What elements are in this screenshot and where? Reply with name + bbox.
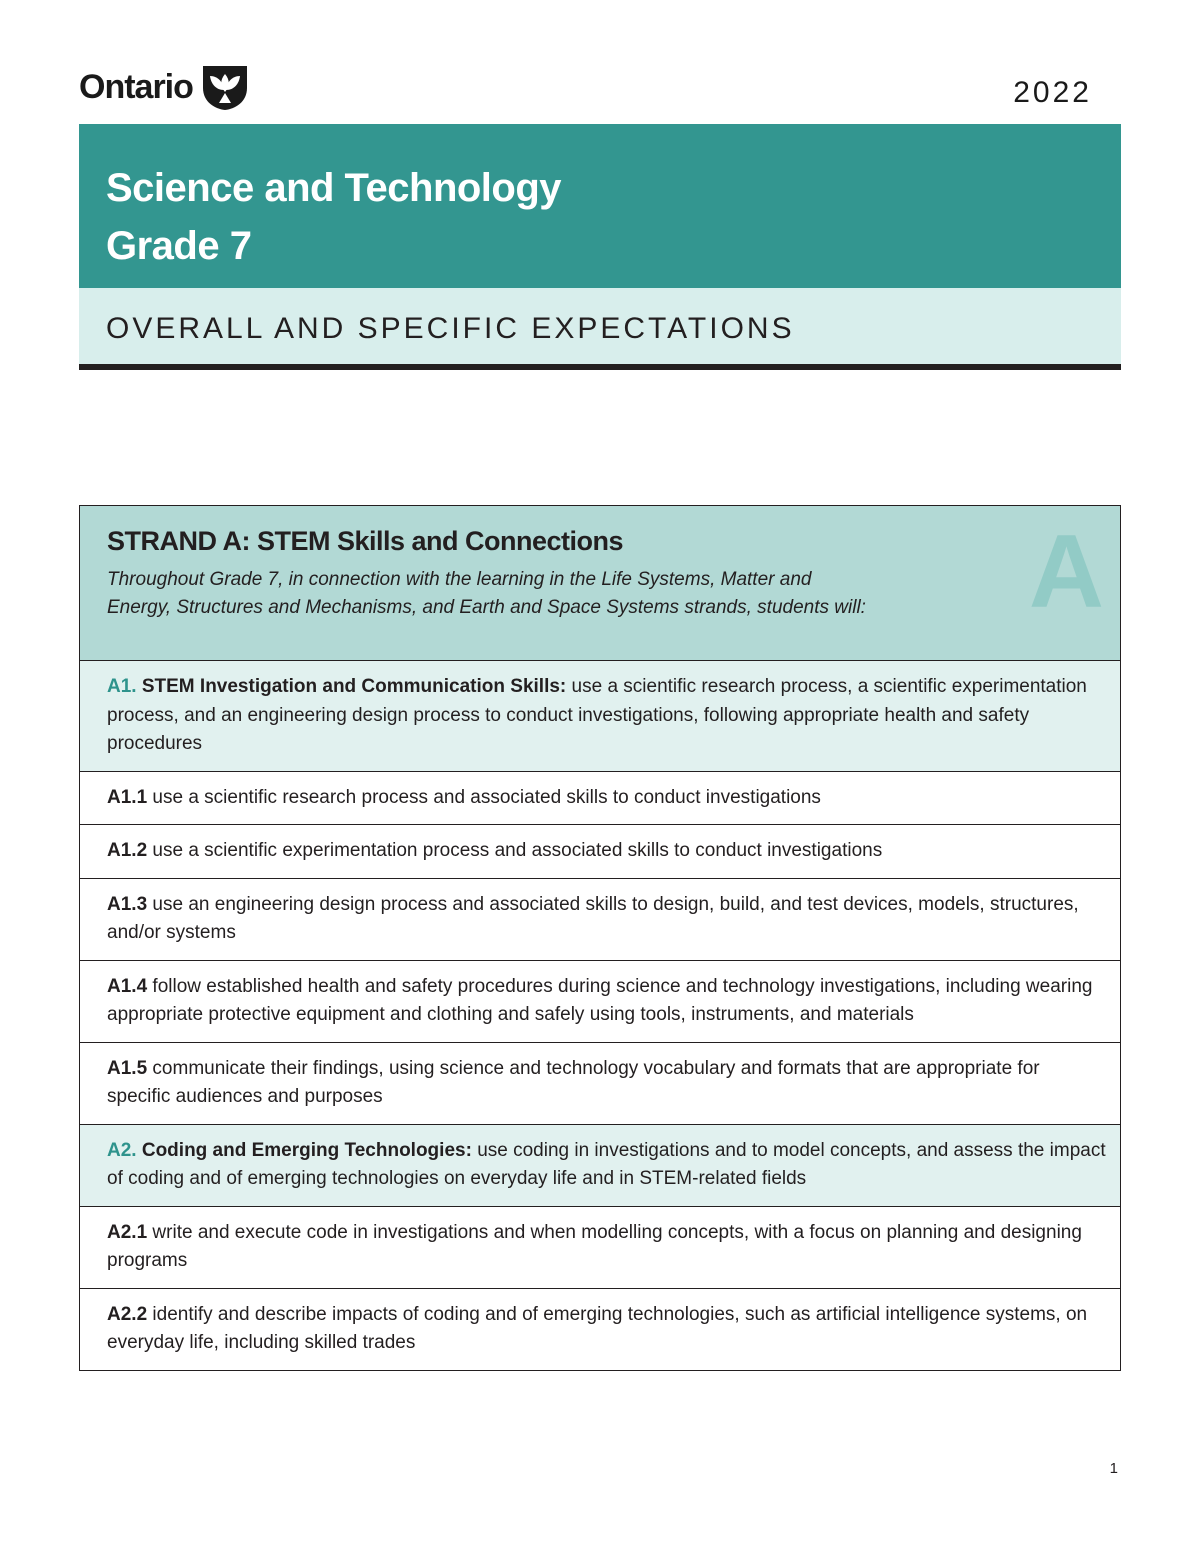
specific-expectation-row [80, 825, 1120, 879]
strand-header [80, 506, 1120, 661]
subtitle-banner [79, 288, 1121, 370]
expectation-code: A1.2 [107, 840, 148, 861]
document-title: Science and Technology [106, 166, 562, 210]
expectation-text: communicate their findings, using science and technology vocabulary and formats that are appropriate for specific audiences and purposes [107, 1057, 1040, 1107]
expectation-code: A2.1 [107, 1221, 148, 1243]
expectation-code: A2.2 [107, 1303, 148, 1325]
expectation-heading: Coding and Emerging Technologies: [141, 1139, 472, 1161]
specific-expectation-row [80, 1207, 1120, 1289]
specific-expectation-row [80, 1043, 1120, 1125]
expectation-heading: STEM Investigation and Communication Skills: [141, 676, 567, 697]
expectation-text: use a scientific research process, a scientific experimentation process, and an engineering design process to conduct investigations, following appropriate health and safety procedures [107, 676, 1087, 754]
expectation-text: use a scientific research process and associated skills to conduct investigations [152, 786, 821, 808]
ontario-trillium-icon [199, 62, 251, 112]
strand-letter: A [1028, 514, 1104, 630]
expectation-text: identify and describe impacts of coding and of emerging technologies, such as artificial intelligence systems, on everyday life, including skilled trades [107, 1303, 1088, 1353]
document-subtitle: OVERALL AND SPECIFIC EXPECTATIONS [106, 312, 795, 345]
expectation-code: A1.1 [107, 786, 148, 808]
specific-expectation-row [80, 772, 1120, 826]
expectation-code: A1. [107, 676, 137, 697]
strand-intro: Throughout Grade 7, in connection with the learning in the Life Systems, Matter and Energy, Structures and Mechanisms, and Earth and Space Systems strands, students will: [107, 569, 866, 618]
grade-title: Grade 7 [106, 224, 252, 268]
expectation-text: use an engineering design process and associated skills to design, build, and test devices, models, structures, and/or systems [107, 893, 1079, 943]
expectation-text: use a scientific experimentation process and associated skills to conduct investigations [152, 840, 883, 861]
specific-expectation-row [80, 1289, 1120, 1370]
page-number: 1 [1109, 1460, 1118, 1477]
expectation-code: A1.3 [107, 893, 148, 915]
specific-expectation-row [80, 879, 1120, 961]
expectation-code: A2. [107, 1139, 137, 1161]
overall-expectation-row [80, 661, 1120, 772]
strand-title: STRAND A: STEM Skills and Connections [107, 526, 624, 556]
expectations-table [79, 505, 1121, 1371]
document-year: 2022 [1013, 76, 1092, 109]
expectation-text: follow established health and safety procedures during science and technology investigations, including wearing appropriate protective equipment and clothing and safely using tools, instruments, and materials [107, 975, 1093, 1025]
logo-text: Ontario [79, 68, 193, 106]
ontario-logo [79, 62, 251, 112]
expectation-code: A1.4 [107, 975, 148, 997]
specific-expectation-row [80, 961, 1120, 1043]
title-banner [79, 124, 1121, 288]
expectation-text: use coding in investigations and to model concepts, and assess the impact of coding and of emerging technologies on everyday life and in STEM-related fields [107, 1139, 1106, 1189]
expectation-code: A1.5 [107, 1057, 148, 1079]
expectation-text: write and execute code in investigations and when modelling concepts, with a focus on planning and designing programs [107, 1221, 1082, 1271]
overall-expectation-row [80, 1125, 1120, 1207]
